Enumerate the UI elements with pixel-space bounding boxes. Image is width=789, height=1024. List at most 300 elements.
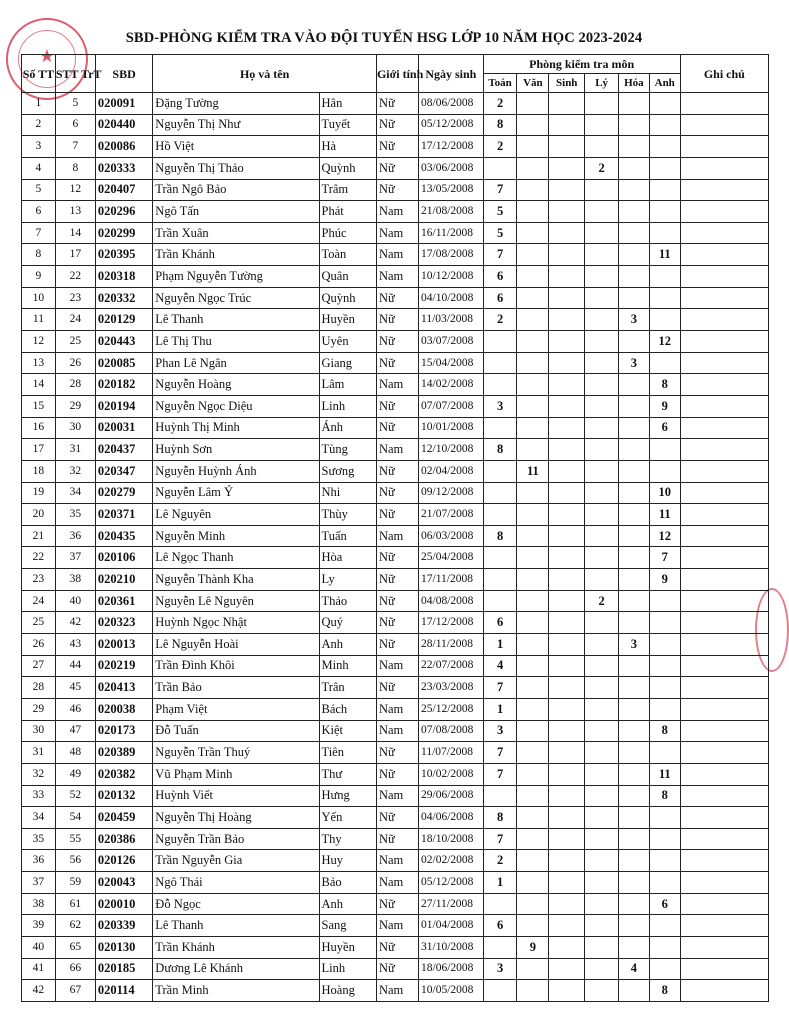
cell-ngay-sinh: 03/06/2008 xyxy=(419,157,484,179)
cell-ngay-sinh: 10/02/2008 xyxy=(419,763,484,785)
cell-ngay-sinh: 23/03/2008 xyxy=(419,677,484,699)
cell-so-tt: 32 xyxy=(22,763,56,785)
cell-stt-trt: 56 xyxy=(55,850,95,872)
cell-phong-sinh xyxy=(549,612,585,634)
cell-stt-trt: 6 xyxy=(55,114,95,136)
cell-ten: Huyền xyxy=(319,309,376,331)
table-row xyxy=(22,222,769,244)
cell-phong-anh xyxy=(649,677,680,699)
cell-phong-ly xyxy=(585,525,619,547)
cell-phong-hoa xyxy=(619,201,650,223)
cell-phong-van xyxy=(517,720,549,742)
cell-phong-toan: 6 xyxy=(483,266,517,288)
cell-phong-ly xyxy=(585,612,619,634)
cell-phong-anh: 9 xyxy=(649,569,680,591)
cell-phong-sinh xyxy=(549,93,585,115)
cell-phong-sinh xyxy=(549,590,585,612)
cell-so-tt: 27 xyxy=(22,655,56,677)
cell-ho-lot: Nguyễn Ngọc Trúc xyxy=(153,287,319,309)
cell-stt-trt: 61 xyxy=(55,893,95,915)
table-row xyxy=(22,136,769,158)
cell-phong-toan xyxy=(483,352,517,374)
cell-gioi-tinh: Nữ xyxy=(376,828,418,850)
cell-so-tt: 34 xyxy=(22,807,56,829)
cell-phong-hoa xyxy=(619,417,650,439)
cell-sbd: 020299 xyxy=(95,222,152,244)
cell-phong-toan: 4 xyxy=(483,655,517,677)
cell-phong-ly xyxy=(585,785,619,807)
cell-phong-van xyxy=(517,417,549,439)
cell-stt-trt: 12 xyxy=(55,179,95,201)
cell-phong-ly: 2 xyxy=(585,590,619,612)
cell-ngay-sinh: 14/02/2008 xyxy=(419,374,484,396)
cell-phong-toan: 6 xyxy=(483,287,517,309)
table-row xyxy=(22,157,769,179)
cell-ghi-chu xyxy=(680,742,768,764)
cell-phong-van xyxy=(517,893,549,915)
cell-phong-anh xyxy=(649,828,680,850)
cell-phong-anh: 12 xyxy=(649,331,680,353)
cell-phong-toan: 3 xyxy=(483,958,517,980)
cell-phong-ly xyxy=(585,655,619,677)
cell-phong-sinh xyxy=(549,201,585,223)
table-row xyxy=(22,677,769,699)
cell-ngay-sinh: 01/04/2008 xyxy=(419,915,484,937)
cell-phong-hoa xyxy=(619,698,650,720)
cell-gioi-tinh: Nam xyxy=(376,655,418,677)
header-stt-trt: STT TrT xyxy=(55,55,95,93)
cell-phong-van xyxy=(517,395,549,417)
cell-phong-van xyxy=(517,136,549,158)
cell-phong-sinh xyxy=(549,460,585,482)
cell-phong-sinh xyxy=(549,850,585,872)
cell-gioi-tinh: Nữ xyxy=(376,287,418,309)
cell-stt-trt: 5 xyxy=(55,93,95,115)
cell-ghi-chu xyxy=(680,244,768,266)
cell-phong-ly xyxy=(585,331,619,353)
cell-gioi-tinh: Nữ xyxy=(376,352,418,374)
cell-stt-trt: 24 xyxy=(55,309,95,331)
cell-so-tt: 21 xyxy=(22,525,56,547)
cell-ho-lot: Đặng Tường xyxy=(153,93,319,115)
cell-phong-ly: 2 xyxy=(585,157,619,179)
cell-so-tt: 15 xyxy=(22,395,56,417)
cell-ten: Tiên xyxy=(319,742,376,764)
cell-gioi-tinh: Nữ xyxy=(376,504,418,526)
cell-so-tt: 6 xyxy=(22,201,56,223)
cell-sbd: 020347 xyxy=(95,460,152,482)
cell-ten: Bách xyxy=(319,698,376,720)
cell-stt-trt: 65 xyxy=(55,936,95,958)
cell-phong-sinh xyxy=(549,352,585,374)
cell-phong-hoa xyxy=(619,114,650,136)
cell-phong-sinh xyxy=(549,395,585,417)
table-row xyxy=(22,287,769,309)
table-row xyxy=(22,893,769,915)
cell-phong-ly xyxy=(585,698,619,720)
cell-phong-toan xyxy=(483,504,517,526)
cell-phong-van xyxy=(517,266,549,288)
cell-phong-van: 9 xyxy=(517,936,549,958)
cell-ho-lot: Lê Thanh xyxy=(153,915,319,937)
cell-sbd: 020129 xyxy=(95,309,152,331)
cell-ghi-chu xyxy=(680,936,768,958)
cell-phong-hoa xyxy=(619,720,650,742)
cell-ghi-chu xyxy=(680,569,768,591)
table-row xyxy=(22,980,769,1002)
cell-phong-hoa xyxy=(619,872,650,894)
cell-phong-hoa xyxy=(619,807,650,829)
cell-gioi-tinh: Nữ xyxy=(376,590,418,612)
cell-so-tt: 35 xyxy=(22,828,56,850)
cell-ngay-sinh: 31/10/2008 xyxy=(419,936,484,958)
roster-body xyxy=(22,93,769,1002)
cell-ten: Thùy xyxy=(319,504,376,526)
cell-phong-sinh xyxy=(549,287,585,309)
cell-phong-toan: 8 xyxy=(483,439,517,461)
cell-ngay-sinh: 05/12/2008 xyxy=(419,114,484,136)
cell-ghi-chu xyxy=(680,720,768,742)
cell-phong-ly xyxy=(585,504,619,526)
table-row xyxy=(22,742,769,764)
cell-so-tt: 8 xyxy=(22,244,56,266)
cell-phong-sinh xyxy=(549,893,585,915)
cell-ngay-sinh: 12/10/2008 xyxy=(419,439,484,461)
cell-sbd: 020407 xyxy=(95,179,152,201)
cell-ho-lot: Huỳnh Sơn xyxy=(153,439,319,461)
cell-stt-trt: 62 xyxy=(55,915,95,937)
cell-ho-lot: Vũ Phạm Minh xyxy=(153,763,319,785)
cell-phong-hoa xyxy=(619,742,650,764)
cell-ghi-chu xyxy=(680,201,768,223)
cell-ho-lot: Huỳnh Viết xyxy=(153,785,319,807)
cell-gioi-tinh: Nam xyxy=(376,915,418,937)
cell-phong-anh: 12 xyxy=(649,525,680,547)
star-icon: ★ xyxy=(38,46,56,66)
cell-gioi-tinh: Nữ xyxy=(376,742,418,764)
cell-ngay-sinh: 08/06/2008 xyxy=(419,93,484,115)
cell-sbd: 020173 xyxy=(95,720,152,742)
cell-ho-lot: Đỗ Tuấn xyxy=(153,720,319,742)
cell-phong-hoa xyxy=(619,93,650,115)
cell-sbd: 020318 xyxy=(95,266,152,288)
cell-so-tt: 31 xyxy=(22,742,56,764)
cell-phong-anh: 11 xyxy=(649,244,680,266)
cell-ten: Lâm xyxy=(319,374,376,396)
cell-gioi-tinh: Nữ xyxy=(376,677,418,699)
cell-ghi-chu xyxy=(680,482,768,504)
cell-stt-trt: 28 xyxy=(55,374,95,396)
cell-phong-toan: 7 xyxy=(483,244,517,266)
cell-ngay-sinh: 11/07/2008 xyxy=(419,742,484,764)
header-ho-va-ten: Họ và tên xyxy=(153,55,377,93)
cell-phong-toan: 1 xyxy=(483,634,517,656)
cell-so-tt: 26 xyxy=(22,634,56,656)
cell-stt-trt: 49 xyxy=(55,763,95,785)
cell-ngay-sinh: 16/11/2008 xyxy=(419,222,484,244)
cell-phong-toan: 2 xyxy=(483,93,517,115)
cell-phong-toan xyxy=(483,157,517,179)
cell-phong-sinh xyxy=(549,936,585,958)
cell-ngay-sinh: 18/10/2008 xyxy=(419,828,484,850)
cell-so-tt: 41 xyxy=(22,958,56,980)
cell-phong-ly xyxy=(585,201,619,223)
cell-stt-trt: 29 xyxy=(55,395,95,417)
cell-phong-toan: 5 xyxy=(483,222,517,244)
cell-phong-van xyxy=(517,828,549,850)
cell-stt-trt: 30 xyxy=(55,417,95,439)
cell-sbd: 020091 xyxy=(95,93,152,115)
cell-so-tt: 7 xyxy=(22,222,56,244)
cell-ten: Ánh xyxy=(319,417,376,439)
cell-gioi-tinh: Nam xyxy=(376,720,418,742)
cell-phong-van xyxy=(517,569,549,591)
cell-ho-lot: Nguyễn Minh xyxy=(153,525,319,547)
cell-so-tt: 28 xyxy=(22,677,56,699)
cell-stt-trt: 14 xyxy=(55,222,95,244)
cell-phong-ly xyxy=(585,893,619,915)
cell-phong-van xyxy=(517,872,549,894)
cell-phong-van xyxy=(517,742,549,764)
table-row xyxy=(22,785,769,807)
cell-phong-toan: 1 xyxy=(483,698,517,720)
cell-phong-van xyxy=(517,958,549,980)
cell-phong-anh: 10 xyxy=(649,482,680,504)
cell-so-tt: 23 xyxy=(22,569,56,591)
cell-ho-lot: Hồ Việt xyxy=(153,136,319,158)
header-subject-toan: Toán xyxy=(483,74,517,93)
table-row xyxy=(22,720,769,742)
cell-stt-trt: 31 xyxy=(55,439,95,461)
table-row xyxy=(22,331,769,353)
cell-gioi-tinh: Nữ xyxy=(376,93,418,115)
cell-gioi-tinh: Nữ xyxy=(376,309,418,331)
cell-ngay-sinh: 04/08/2008 xyxy=(419,590,484,612)
cell-ghi-chu xyxy=(680,439,768,461)
cell-gioi-tinh: Nữ xyxy=(376,395,418,417)
cell-phong-ly xyxy=(585,460,619,482)
cell-phong-toan xyxy=(483,785,517,807)
cell-phong-toan: 3 xyxy=(483,720,517,742)
cell-phong-hoa xyxy=(619,547,650,569)
cell-phong-sinh xyxy=(549,504,585,526)
cell-phong-toan: 7 xyxy=(483,677,517,699)
table-row xyxy=(22,958,769,980)
cell-stt-trt: 55 xyxy=(55,828,95,850)
cell-gioi-tinh: Nữ xyxy=(376,136,418,158)
cell-so-tt: 2 xyxy=(22,114,56,136)
cell-phong-sinh xyxy=(549,157,585,179)
cell-phong-ly xyxy=(585,936,619,958)
cell-ghi-chu xyxy=(680,222,768,244)
cell-gioi-tinh: Nữ xyxy=(376,634,418,656)
cell-sbd: 020194 xyxy=(95,395,152,417)
cell-phong-ly xyxy=(585,136,619,158)
cell-ghi-chu xyxy=(680,395,768,417)
cell-sbd: 020437 xyxy=(95,439,152,461)
cell-ten: Tuyết xyxy=(319,114,376,136)
cell-phong-sinh xyxy=(549,828,585,850)
header-phong-kiem-tra: Phòng kiểm tra môn xyxy=(483,55,680,74)
cell-sbd: 020382 xyxy=(95,763,152,785)
cell-phong-sinh xyxy=(549,525,585,547)
table-row xyxy=(22,850,769,872)
cell-phong-sinh xyxy=(549,482,585,504)
cell-ten: Toàn xyxy=(319,244,376,266)
cell-sbd: 020435 xyxy=(95,525,152,547)
cell-phong-hoa xyxy=(619,460,650,482)
cell-ghi-chu xyxy=(680,634,768,656)
cell-phong-toan: 2 xyxy=(483,309,517,331)
cell-phong-anh xyxy=(649,222,680,244)
cell-ho-lot: Lê Nguyễn Hoài xyxy=(153,634,319,656)
cell-phong-sinh xyxy=(549,266,585,288)
cell-so-tt: 9 xyxy=(22,266,56,288)
cell-so-tt: 42 xyxy=(22,980,56,1002)
cell-ngay-sinh: 03/07/2008 xyxy=(419,331,484,353)
cell-phong-toan: 3 xyxy=(483,395,517,417)
cell-phong-van xyxy=(517,287,549,309)
cell-ghi-chu xyxy=(680,612,768,634)
cell-ten: Quỳnh xyxy=(319,287,376,309)
cell-phong-hoa xyxy=(619,893,650,915)
cell-phong-hoa xyxy=(619,331,650,353)
cell-phong-ly xyxy=(585,742,619,764)
cell-so-tt: 13 xyxy=(22,352,56,374)
cell-stt-trt: 66 xyxy=(55,958,95,980)
cell-phong-toan xyxy=(483,547,517,569)
cell-phong-hoa xyxy=(619,655,650,677)
cell-ngay-sinh: 15/04/2008 xyxy=(419,352,484,374)
cell-sbd: 020332 xyxy=(95,287,152,309)
cell-phong-hoa xyxy=(619,222,650,244)
cell-stt-trt: 13 xyxy=(55,201,95,223)
cell-gioi-tinh: Nữ xyxy=(376,569,418,591)
cell-ghi-chu xyxy=(680,850,768,872)
cell-ghi-chu xyxy=(680,374,768,396)
cell-so-tt: 30 xyxy=(22,720,56,742)
cell-ghi-chu xyxy=(680,136,768,158)
cell-phong-toan: 8 xyxy=(483,114,517,136)
cell-phong-sinh xyxy=(549,785,585,807)
cell-ghi-chu xyxy=(680,460,768,482)
cell-stt-trt: 35 xyxy=(55,504,95,526)
cell-phong-sinh xyxy=(549,244,585,266)
cell-ten: Linh xyxy=(319,958,376,980)
cell-phong-ly xyxy=(585,807,619,829)
header-sbd: SBD xyxy=(95,55,152,93)
header-so-tt: Số TT xyxy=(22,55,56,93)
cell-stt-trt: 54 xyxy=(55,807,95,829)
cell-stt-trt: 47 xyxy=(55,720,95,742)
cell-ghi-chu xyxy=(680,417,768,439)
cell-phong-toan: 7 xyxy=(483,828,517,850)
cell-ten: Trâm xyxy=(319,179,376,201)
cell-phong-toan xyxy=(483,980,517,1002)
cell-stt-trt: 25 xyxy=(55,331,95,353)
cell-so-tt: 14 xyxy=(22,374,56,396)
cell-stt-trt: 40 xyxy=(55,590,95,612)
cell-phong-hoa xyxy=(619,612,650,634)
table-row xyxy=(22,179,769,201)
cell-ho-lot: Nguyễn Huỳnh Ánh xyxy=(153,460,319,482)
cell-phong-anh: 11 xyxy=(649,504,680,526)
cell-phong-hoa xyxy=(619,266,650,288)
cell-ghi-chu xyxy=(680,157,768,179)
cell-phong-van xyxy=(517,331,549,353)
cell-phong-ly xyxy=(585,93,619,115)
cell-phong-toan xyxy=(483,331,517,353)
cell-ten: Huy xyxy=(319,850,376,872)
cell-stt-trt: 38 xyxy=(55,569,95,591)
cell-ho-lot: Trần Khánh xyxy=(153,936,319,958)
cell-ngay-sinh: 07/07/2008 xyxy=(419,395,484,417)
cell-phong-hoa xyxy=(619,569,650,591)
cell-ho-lot: Nguyễn Thị Như xyxy=(153,114,319,136)
cell-sbd: 020043 xyxy=(95,872,152,894)
cell-so-tt: 18 xyxy=(22,460,56,482)
cell-phong-sinh xyxy=(549,309,585,331)
cell-phong-anh: 6 xyxy=(649,417,680,439)
cell-ten: Tuấn xyxy=(319,525,376,547)
cell-phong-hoa: 3 xyxy=(619,309,650,331)
cell-phong-toan: 2 xyxy=(483,850,517,872)
cell-ngay-sinh: 11/03/2008 xyxy=(419,309,484,331)
cell-ten: Quý xyxy=(319,612,376,634)
cell-stt-trt: 37 xyxy=(55,547,95,569)
cell-phong-toan: 7 xyxy=(483,742,517,764)
cell-gioi-tinh: Nam xyxy=(376,266,418,288)
cell-phong-ly xyxy=(585,850,619,872)
cell-gioi-tinh: Nữ xyxy=(376,807,418,829)
cell-phong-toan: 1 xyxy=(483,872,517,894)
cell-sbd: 020386 xyxy=(95,828,152,850)
cell-phong-anh xyxy=(649,958,680,980)
header-subject-anh: Anh xyxy=(649,74,680,93)
cell-ho-lot: Ngô Tấn xyxy=(153,201,319,223)
cell-so-tt: 19 xyxy=(22,482,56,504)
cell-phong-anh xyxy=(649,634,680,656)
cell-ghi-chu xyxy=(680,655,768,677)
cell-gioi-tinh: Nữ xyxy=(376,114,418,136)
cell-so-tt: 36 xyxy=(22,850,56,872)
cell-phong-sinh xyxy=(549,872,585,894)
cell-phong-van xyxy=(517,763,549,785)
cell-phong-hoa xyxy=(619,504,650,526)
cell-so-tt: 17 xyxy=(22,439,56,461)
cell-sbd: 020413 xyxy=(95,677,152,699)
cell-gioi-tinh: Nữ xyxy=(376,179,418,201)
cell-phong-anh xyxy=(649,698,680,720)
cell-gioi-tinh: Nam xyxy=(376,872,418,894)
cell-ngay-sinh: 28/11/2008 xyxy=(419,634,484,656)
cell-phong-ly xyxy=(585,677,619,699)
cell-so-tt: 38 xyxy=(22,893,56,915)
cell-sbd: 020013 xyxy=(95,634,152,656)
cell-phong-sinh xyxy=(549,634,585,656)
cell-ghi-chu xyxy=(680,504,768,526)
cell-ten: Yến xyxy=(319,807,376,829)
cell-phong-sinh xyxy=(549,958,585,980)
cell-stt-trt: 8 xyxy=(55,157,95,179)
cell-ho-lot: Phan Lê Ngân xyxy=(153,352,319,374)
cell-ho-lot: Huỳnh Thị Minh xyxy=(153,417,319,439)
cell-phong-van xyxy=(517,244,549,266)
table-row xyxy=(22,547,769,569)
table-row xyxy=(22,872,769,894)
table-row xyxy=(22,460,769,482)
cell-phong-hoa xyxy=(619,287,650,309)
